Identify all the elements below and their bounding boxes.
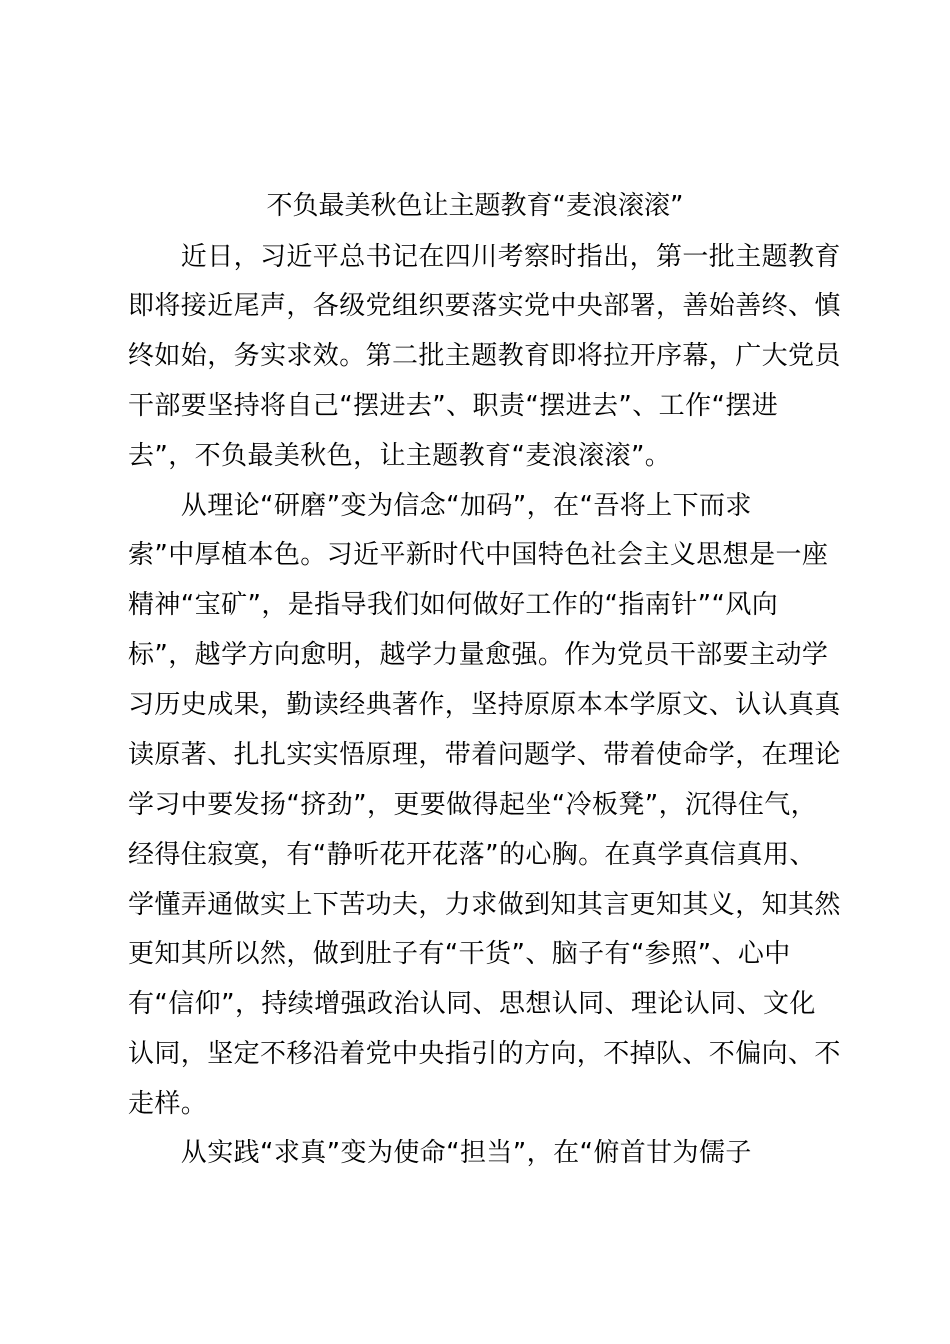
text-line: 更知其所以然，做到肚子有“干货”、脑子有“参照”、心中: [128, 939, 791, 969]
text-line: 去”，不负最美秋色，让主题教育“麦浪滚滚”。: [128, 441, 672, 471]
text-line: 学懂弄通做实上下苦功夫，力求做到知其言更知其义，知其然: [128, 890, 841, 920]
text-line: 学习中要发扬“挤劲”，更要做得起坐“冷板凳”，沉得住气，: [128, 790, 818, 820]
text-line: 从理论“研磨”变为信念“加码”，在“吾将上下而求: [128, 491, 752, 521]
text-line: 经得住寂寞，有“静听花开花落”的心胸。在真学真信真用、: [128, 840, 816, 870]
text-line: 精神“宝矿”，是指导我们如何做好工作的“指南针”“风向: [128, 590, 779, 620]
text-line: 从实践“求真”变为使命“担当”，在“俯首甘为儒子: [128, 1138, 752, 1168]
document-title: 不负最美秋色让主题教育“麦浪滚滚”: [266, 191, 684, 221]
text-line: 索”中厚植本色。习近平新时代中国特色社会主义思想是一座: [128, 540, 829, 570]
text-line: 终如始，务实求效。第二批主题教育即将拉开序幕，广大党员: [128, 341, 841, 371]
text-line: 习历史成果，勤读经典著作，坚持原原本本学原文、认认真真: [128, 690, 841, 720]
text-line: 读原著、扎扎实实悟原理，带着问题学、带着使命学，在理论: [128, 740, 841, 770]
text-line: 近日，习近平总书记在四川考察时指出，第一批主题教育: [128, 242, 841, 272]
text-line: 干部要坚持将自己“摆进去”、职责“摆进去”、工作“摆进: [128, 391, 779, 421]
text-line: 标”，越学方向愈明，越学力量愈强。作为党员干部要主动学: [128, 640, 829, 670]
text-line: 认同，坚定不移沿着党中央指引的方向，不掉队、不偏向、不: [128, 1039, 841, 1069]
text-line: 走样。: [128, 1089, 208, 1119]
text-line: 有“信仰”，持续增强政治认同、思想认同、理论认同、文化: [128, 989, 816, 1019]
text-line: 即将接近尾声，各级党组织要落实党中央部署，善始善终、慎: [128, 291, 841, 321]
